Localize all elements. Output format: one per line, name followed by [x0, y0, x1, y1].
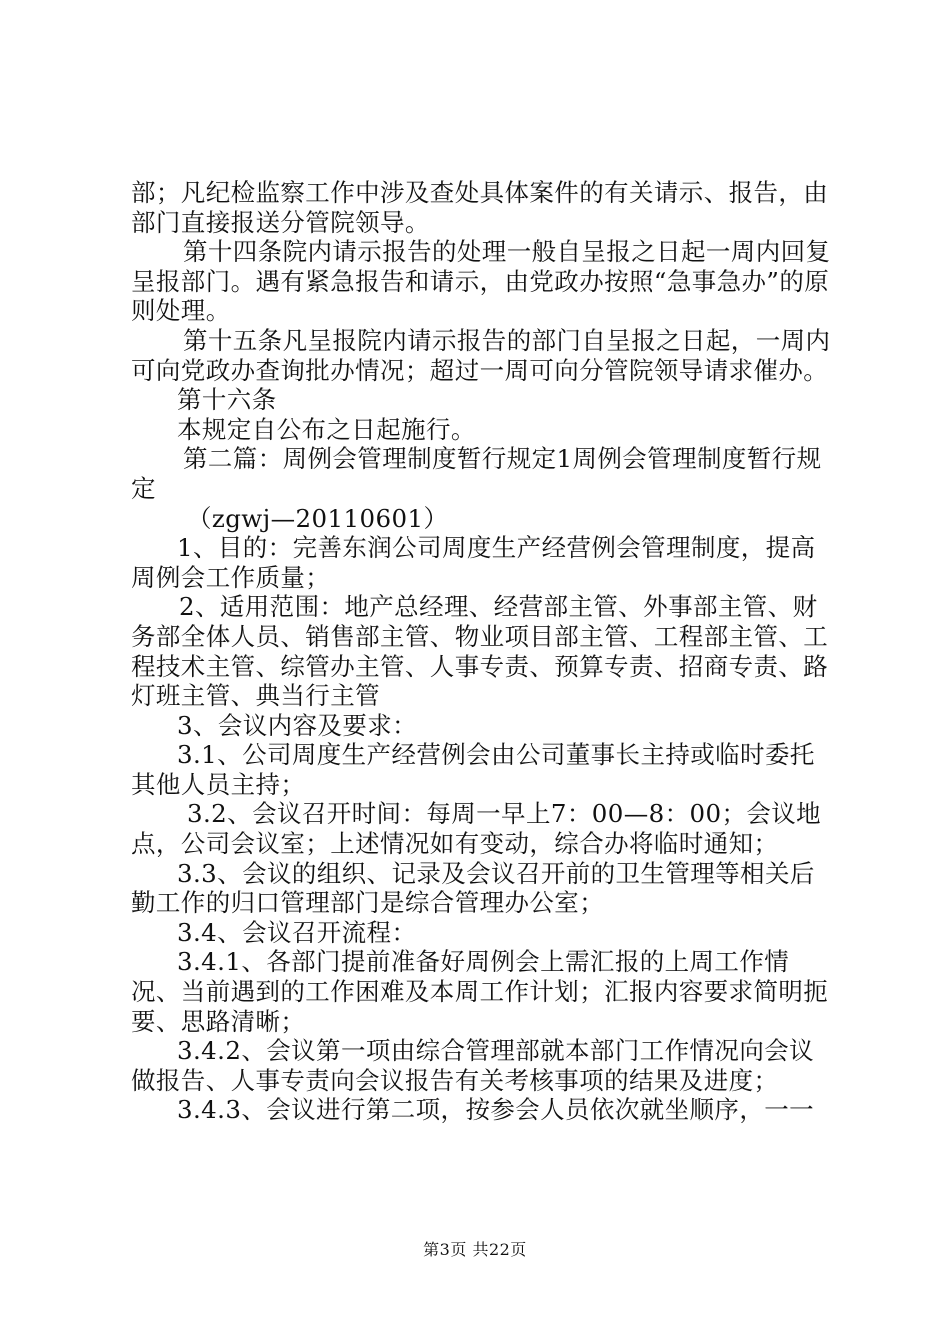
paragraph-effective-date: 本规定自公布之日起施行。 [177, 414, 476, 444]
paragraph-scope: 2、适用范围：地产总经理、经营部主管、外事部主管、财务部全体人员、销售部主管、物业项目部主管、工程部主管、工程技术主管、综管办主管、人事专责、预算专责、招商专责、路灯班主管、典当行主管 [131, 592, 829, 711]
paragraph-purpose: 1、目的：完善东润公司周度生产经营例会管理制度，提高周例会工作质量； [131, 533, 816, 592]
paragraph-article-14: 第十四条院内请示报告的处理一般自呈报之日起一周内回复呈报部门。遇有紧急报告和请示，由党政办按照“急事急办”的原则处理。 [131, 237, 831, 326]
paragraph-article-15: 第十五条凡呈报院内请示报告的部门自呈报之日起，一周内可向党政办查询批办情况；超过一周可向分管院领导请求催办。 [131, 325, 831, 385]
section-heading: 第二篇：周例会管理制度暂行规定1周例会管理制度暂行规定 [131, 444, 822, 503]
paragraph-3-4: 3.4、会议召开流程： [177, 917, 417, 947]
paragraph-3-4-3: 3.4.3、会议进行第二项，按参会人员依次就坐顺序，一一 [177, 1095, 815, 1125]
paragraph-3-4-1: 3.4.1、各部门提前准备好周例会上需汇报的上周工作情况、当前遇到的工作困难及本周工作计划；汇报内容要求简明扼要、思路清晰； [131, 947, 829, 1036]
paragraph-3-1: 3.1、公司周度生产经营例会由公司董事长主持或临时委托其他人员主持； [131, 740, 815, 799]
document-body [131, 178, 831, 1125]
paragraph-continuation: 部；凡纪检监察工作中涉及查处具体案件的有关请示、报告，由部门直接报送分管院领导。 [131, 178, 829, 237]
paragraph-3-4-2: 3.4.2、会议第一项由综合管理部就本部门工作情况向会议做报告、人事专责向会议报告有关考核事项的结果及进度； [131, 1036, 815, 1095]
paragraph-article-16: 第十六条 [177, 385, 277, 415]
paragraph-meeting-requirements: 3、会议内容及要求： [177, 710, 418, 740]
document-code: （zgwj—20110601） [187, 503, 449, 533]
paragraph-3-3: 3.3、会议的组织、记录及会议召开前的卫生管理等相关后勤工作的归口管理部门是综合管理办公室； [131, 858, 815, 918]
paragraph-3-2: 3.2、会议召开时间：每周一早上7：00—8：00；会议地点，公司会议室；上述情况如有变动，综合办将临时通知； [131, 799, 822, 859]
page-number-footer: 第3页 共22页 [423, 1240, 527, 1259]
